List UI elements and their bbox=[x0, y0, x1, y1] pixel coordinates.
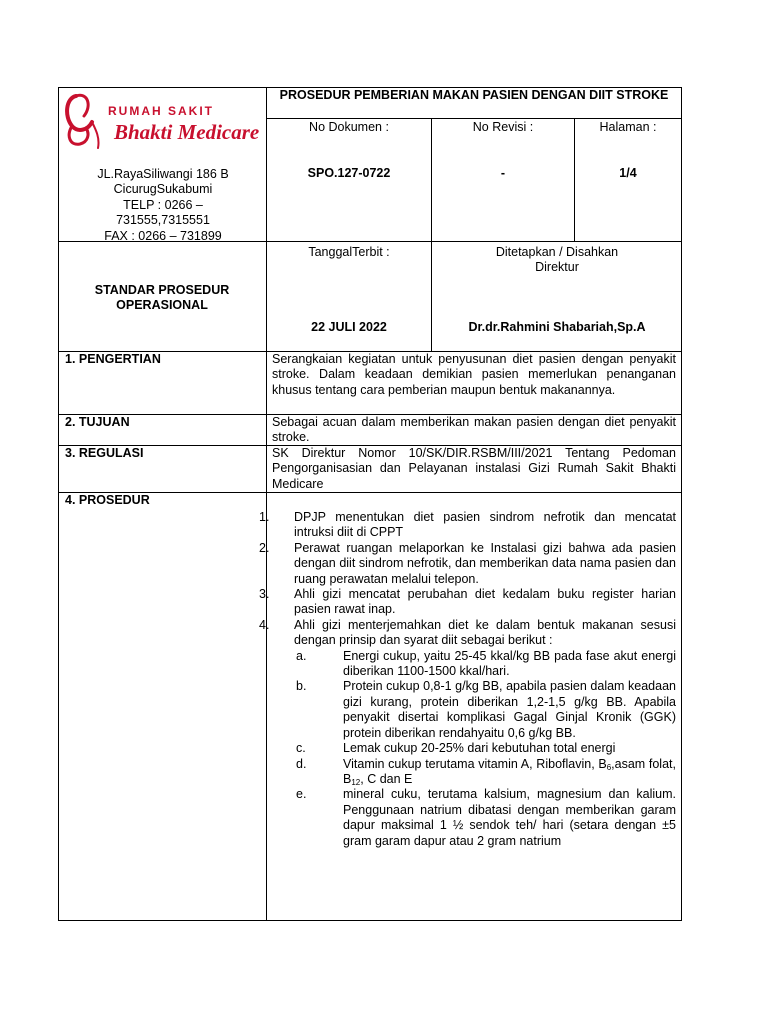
sub-list-letter: a. bbox=[296, 648, 307, 663]
logo-text-main: Bhakti Medicare bbox=[114, 120, 260, 144]
address-line: JL.RayaSiliwangi 186 B bbox=[97, 167, 229, 181]
sub-list-letter: c. bbox=[296, 741, 306, 756]
sub-list-item bbox=[272, 741, 676, 756]
sub-list-letter: b. bbox=[296, 679, 307, 694]
list-item-text: Ahli gizi menterjemahkan diet ke dalam bentuk makanan sesusi dengan prinsip dan syarat diit sebagai berikut : bbox=[294, 617, 676, 648]
sub-list-letter: d. bbox=[296, 756, 307, 771]
no-revisi-value: - bbox=[500, 166, 506, 180]
no-dokumen-label: No Dokumen : bbox=[309, 120, 389, 134]
column-divider bbox=[266, 87, 267, 921]
direktur-name: Dr.dr.Rahmini Shabariah,Sp.A bbox=[468, 320, 646, 334]
sub-list-text: Lemak cukup 20-25% dari kebutuhan total energi bbox=[343, 741, 616, 756]
sub-list-text bbox=[343, 757, 676, 786]
vitamin-text-pre: Vitamin cukup terutama vitamin A, Riboflavin, B bbox=[343, 756, 607, 771]
regulasi-text: SK Direktur Nomor 10/SK/DIR.RSBM/III/2021 Tentang Pedoman Pengorganisasian dan Pelayanan instalasi Gizi Rumah Sakit Bhakti Medicare bbox=[272, 446, 676, 491]
logo-text-top: RUMAH SAKIT bbox=[108, 104, 214, 118]
list-item bbox=[259, 540, 676, 587]
title-divider bbox=[266, 118, 682, 119]
sub-list-text: mineral cuku, terutama kalsium, magnesium dan kalium. Penggunaan natrium dibatasi dengan memberikan garam dapur maksimal 1 ½ sendok teh/ hari (setara dengan ±5 gram garam dapur atau 2 gram natrium bbox=[343, 787, 676, 848]
document-title: PROSEDUR PEMBERIAN MAKAN PASIEN DENGAN DIIT STROKE bbox=[279, 88, 669, 102]
list-item bbox=[259, 617, 676, 649]
list-item-text: DPJP menentukan diet pasien sindrom nefrotik dan mencatat intruksi diit di CPPT bbox=[294, 510, 676, 540]
subscript-12: 12 bbox=[351, 777, 361, 787]
table-border-left bbox=[58, 87, 59, 921]
list-item-text: Perawat ruangan melaporkan ke Instalasi gizi bahwa ada pasien dengan diit sindrom nefrotik, dan memberikan data nama pasien dan ruang perawatan melalui telepon. bbox=[294, 540, 676, 586]
address-line: TELP : 0266 – bbox=[123, 197, 203, 212]
vitamin-text-mid: ,asam folat, B bbox=[343, 756, 676, 786]
list-number: 1. bbox=[259, 510, 270, 524]
tanggal-terbit-value: 22 JULI 2022 bbox=[311, 320, 387, 334]
list-item bbox=[259, 587, 676, 618]
address-line: CicurugSukabumi bbox=[113, 182, 213, 197]
no-revisi-label: No Revisi : bbox=[472, 120, 534, 134]
revisi-divider-left bbox=[431, 118, 432, 351]
sub-list-item bbox=[272, 679, 676, 741]
butterfly-icon bbox=[62, 86, 108, 152]
no-dokumen-value: SPO.127-0722 bbox=[307, 166, 391, 180]
prosedur-list bbox=[259, 510, 676, 849]
ditetapkan-label: Ditetapkan / Disahkan bbox=[495, 245, 619, 259]
tujuan-label: 2. TUJUAN bbox=[65, 415, 130, 429]
prosedur-label: 4. PROSEDUR bbox=[65, 493, 150, 507]
sub-list-item bbox=[272, 787, 676, 849]
vitamin-text-post: , C dan E bbox=[360, 771, 413, 786]
sub-list-letter: e. bbox=[296, 787, 307, 802]
pengertian-text: Serangkaian kegiatan untuk penyusunan diet pasien dengan penyakit stroke. Dalam keadaan demikian pasien memerlukan penanganan khusus tentang cara pemberian maupun bentuk makanannya. bbox=[272, 352, 676, 397]
sub-list-text: Protein cukup 0,8-1 g/kg BB, apabila pasien dalam keadaan gizi kurang, protein diberikan 1,2-1,5 g/kg BB. Apabila penyakit disertai komplikasi Gagal Ginjal Kronik (GGK) protein diberikan rendahyaitu 0,6 g/kg BB. bbox=[343, 679, 676, 740]
list-number: 4. bbox=[259, 617, 270, 632]
sub-list-item bbox=[272, 757, 676, 788]
halaman-value: 1/4 bbox=[619, 166, 637, 180]
sub-list-item bbox=[272, 649, 676, 680]
list-item bbox=[259, 510, 676, 541]
table-border-bottom bbox=[58, 920, 682, 921]
address-line: 731555,7315551 bbox=[116, 213, 210, 228]
regulasi-label: 3. REGULASI bbox=[65, 446, 144, 460]
subscript-6: 6 bbox=[606, 762, 612, 772]
table-border-right bbox=[681, 87, 682, 921]
tanggal-terbit-label: TanggalTerbit : bbox=[308, 245, 390, 259]
sop-title: STANDAR PROSEDUR OPERASIONAL bbox=[94, 283, 230, 313]
tujuan-text: Sebagai acuan dalam memberikan makan pasien dengan diet penyakit stroke. bbox=[272, 415, 676, 445]
halaman-label: Halaman : bbox=[599, 120, 657, 134]
address-line: FAX : 0266 – 731899 bbox=[104, 228, 222, 243]
hospital-logo bbox=[62, 86, 262, 156]
list-number: 3. bbox=[259, 587, 270, 602]
hospital-address bbox=[60, 167, 266, 244]
list-item-text: Ahli gizi mencatat perubahan diet kedalam buku register harian pasien rawat inap. bbox=[294, 587, 676, 617]
sub-list-text: Energi cukup, yaitu 25-45 kkal/kg BB pada fase akut energi diberikan 1100-1500 kkal/hari. bbox=[343, 648, 676, 679]
direktur-label: Direktur bbox=[535, 260, 579, 274]
pengertian-label: 1. PENGERTIAN bbox=[65, 352, 161, 366]
list-number: 2. bbox=[259, 540, 270, 555]
